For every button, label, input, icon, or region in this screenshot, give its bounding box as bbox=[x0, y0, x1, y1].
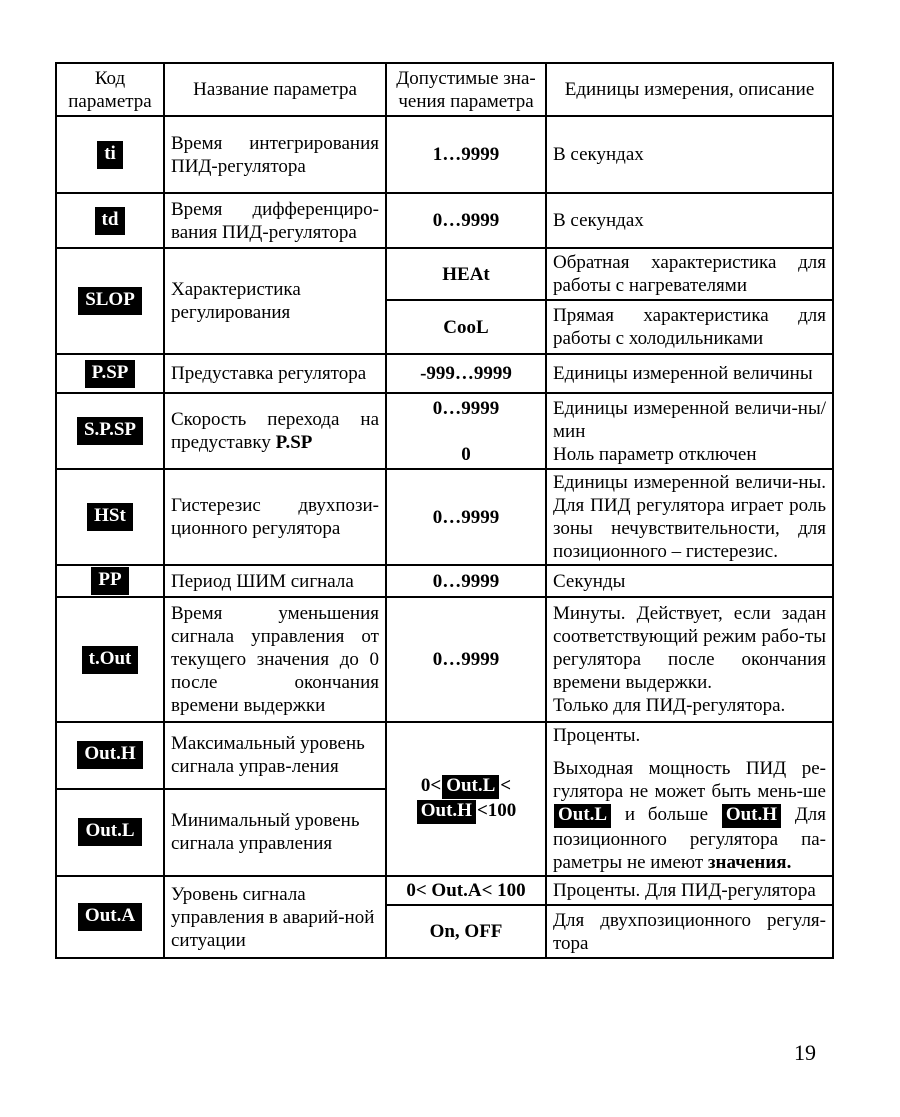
code-badge-hst: HSt bbox=[87, 503, 133, 531]
value-cell-psp: -999…9999 bbox=[386, 354, 546, 393]
value-out-hl-t2: < bbox=[500, 775, 512, 796]
value-cell-slop-heat: HEAt bbox=[386, 248, 546, 300]
table-header-row bbox=[56, 63, 833, 116]
code-badge-psp: P.SP bbox=[85, 360, 136, 388]
table-row-outh bbox=[56, 722, 833, 789]
code-ref-outl-desc: Out.L bbox=[554, 804, 611, 828]
table-row-outa-pid bbox=[56, 876, 833, 905]
desc-cell-psp: Единицы измеренной величины bbox=[546, 354, 833, 393]
desc-out-hl-bold: значения. bbox=[707, 852, 792, 873]
code-cell-outh bbox=[56, 722, 164, 789]
name-text-spsp: Скорость перехода на предуставку bbox=[171, 409, 379, 453]
header-values: Допустимые зна-чения параметра bbox=[386, 63, 546, 116]
code-badge-outa: Out.A bbox=[78, 903, 142, 931]
code-badge-slop: SLOP bbox=[78, 287, 142, 315]
name-cell-outa: Уровень сигнала управления в аварий-ной ситуации bbox=[164, 876, 386, 958]
code-badge-ti: ti bbox=[97, 141, 123, 169]
desc-out-hl-t1: Выходная мощность ПИД ре-гулятора не может быть мень-ше bbox=[553, 758, 826, 802]
value-cell-out-hl bbox=[386, 722, 546, 876]
value-spsp-zero: 0 bbox=[461, 443, 471, 465]
code-ref-outh-desc: Out.H bbox=[722, 804, 781, 828]
desc-cell-outa-pid: Проценты. Для ПИД-регулятора bbox=[546, 876, 833, 905]
value-out-hl-line1 bbox=[393, 774, 539, 799]
code-cell-pp bbox=[56, 565, 164, 597]
code-badge-tout: t.Out bbox=[82, 646, 139, 674]
value-cell-td: 0…9999 bbox=[386, 193, 546, 248]
code-cell-outa bbox=[56, 876, 164, 958]
name-ref-psp: P.SP bbox=[275, 432, 313, 453]
name-cell-tout: Время уменьшения сигнала управления от текущего значения до 0 после окончания времени выдержки bbox=[164, 597, 386, 722]
code-cell-td bbox=[56, 193, 164, 248]
table-row-slop-heat bbox=[56, 248, 833, 300]
value-cell-spsp bbox=[386, 393, 546, 469]
table-row-ti bbox=[56, 116, 833, 193]
desc-spsp-top: Единицы измеренной величи-ны/мин bbox=[553, 397, 826, 442]
desc-cell-out-hl bbox=[546, 722, 833, 876]
code-badge-pp: PP bbox=[91, 567, 128, 595]
desc-cell-td: В секундах bbox=[546, 193, 833, 248]
desc-cell-slop-heat: Обратная характеристика для работы с нагревателями bbox=[546, 248, 833, 300]
value-out-hl-line2 bbox=[393, 799, 539, 824]
desc-cell-pp: Секунды bbox=[546, 565, 833, 597]
code-badge-spsp: S.P.SP bbox=[77, 417, 143, 445]
desc-cell-spsp bbox=[546, 393, 833, 469]
desc-cell-hst: Единицы измеренной величи-ны. Для ПИД регулятора играет роль зоны нечувствительности, для позиционного – гистерезис. bbox=[546, 469, 833, 565]
table-row-tout bbox=[56, 597, 833, 722]
value-cell-slop-cool: CooL bbox=[386, 300, 546, 354]
table-row-psp bbox=[56, 354, 833, 393]
header-code: Код параметра bbox=[56, 63, 164, 116]
code-badge-outl: Out.L bbox=[78, 818, 141, 846]
code-cell-spsp bbox=[56, 393, 164, 469]
name-cell-outh: Максимальный уровень сигнала управ-ления bbox=[164, 722, 386, 789]
value-spsp-range: 0…9999 bbox=[432, 397, 500, 419]
table-row-td bbox=[56, 193, 833, 248]
desc-tout-p2: Только для ПИД-регулятора. bbox=[553, 695, 786, 716]
value-cell-hst: 0…9999 bbox=[386, 469, 546, 565]
code-cell-tout bbox=[56, 597, 164, 722]
name-cell-hst: Гистерезис двухпози-ционного регулятора bbox=[164, 469, 386, 565]
desc-out-hl-t2: и больше bbox=[612, 804, 721, 825]
value-out-hl-t1: 0< bbox=[420, 775, 442, 796]
parameter-table bbox=[55, 62, 834, 959]
desc-out-hl-t3: Для позиционного регулятора па-раметры не имеют bbox=[553, 804, 826, 873]
code-badge-td: td bbox=[95, 207, 126, 235]
code-ref-outl: Out.L bbox=[442, 775, 499, 799]
value-out-hl-t3: <100 bbox=[476, 800, 517, 821]
desc-cell-outa-onoff: Для двухпозиционного регуля-тора bbox=[546, 905, 833, 958]
code-badge-outh: Out.H bbox=[77, 741, 142, 769]
name-cell-pp: Период ШИМ сигнала bbox=[164, 565, 386, 597]
desc-out-hl-p2 bbox=[553, 757, 826, 874]
header-name: Название параметра bbox=[164, 63, 386, 116]
name-cell-td: Время дифференциро-вания ПИД-регулятора bbox=[164, 193, 386, 248]
name-cell-spsp bbox=[164, 393, 386, 469]
code-cell-slop bbox=[56, 248, 164, 354]
table-row-spsp bbox=[56, 393, 833, 469]
desc-cell-slop-cool: Прямая характеристика для работы с холодильниками bbox=[546, 300, 833, 354]
value-cell-ti: 1…9999 bbox=[386, 116, 546, 193]
value-cell-tout: 0…9999 bbox=[386, 597, 546, 722]
code-cell-psp bbox=[56, 354, 164, 393]
value-cell-pp: 0…9999 bbox=[386, 565, 546, 597]
desc-out-hl-p1: Проценты. bbox=[553, 725, 641, 746]
code-ref-outh: Out.H bbox=[417, 800, 476, 824]
name-cell-slop: Характеристика регулирования bbox=[164, 248, 386, 354]
name-cell-psp: Предуставка регулятора bbox=[164, 354, 386, 393]
name-cell-ti: Время интегрирования ПИД-регулятора bbox=[164, 116, 386, 193]
desc-cell-tout bbox=[546, 597, 833, 722]
value-cell-outa-pid: 0< Out.A< 100 bbox=[386, 876, 546, 905]
code-cell-hst bbox=[56, 469, 164, 565]
name-cell-outl: Минимальный уровень сигнала управления bbox=[164, 789, 386, 876]
desc-tout-p1: Минуты. Действует, если задан соответствующий режим рабо-ты регулятора после окончания времени выдержки. bbox=[553, 603, 826, 693]
code-cell-ti bbox=[56, 116, 164, 193]
table-row-hst bbox=[56, 469, 833, 565]
table-row-pp bbox=[56, 565, 833, 597]
page-number: 19 bbox=[794, 1040, 816, 1065]
value-cell-outa-onoff: On, OFF bbox=[386, 905, 546, 958]
desc-spsp-bottom: Ноль параметр отключен bbox=[553, 443, 757, 465]
desc-cell-ti: В секундах bbox=[546, 116, 833, 193]
header-units: Единицы измерения, описание bbox=[546, 63, 833, 116]
code-cell-outl bbox=[56, 789, 164, 876]
